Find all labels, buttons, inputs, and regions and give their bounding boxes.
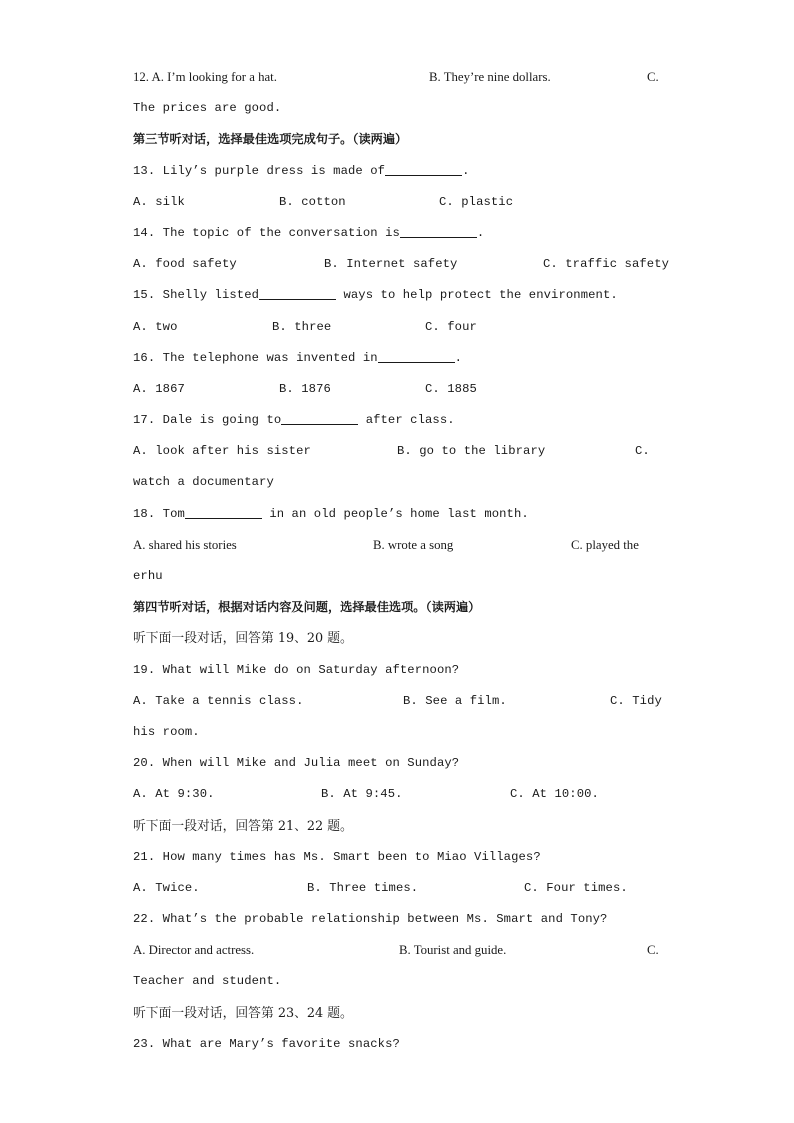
- question-17-options: [133, 436, 663, 467]
- question-13-stem: [133, 156, 663, 187]
- q18-option-c-continued: erhu: [133, 569, 163, 583]
- question-18-options: [133, 530, 663, 561]
- q15-option-b[interactable]: B. three: [272, 319, 332, 334]
- question-21-options: [133, 873, 663, 904]
- question-12-options: [133, 62, 663, 93]
- question-20-options: [133, 779, 663, 810]
- q14-answer-blank: [400, 223, 477, 238]
- question-16-stem: [133, 343, 663, 374]
- q17-stem-end: after class.: [358, 413, 455, 428]
- question-21-stem: 21. How many times has Ms. Smart been to Miao Villages?: [133, 849, 541, 864]
- q15-option-a[interactable]: A. two: [133, 319, 178, 334]
- dialog-1-intro: 听下面一段对话，回答第 19、20 题。: [133, 631, 353, 647]
- q18-option-b[interactable]: B. wrote a song: [373, 537, 454, 552]
- question-22-stem: 22. What’s the probable relationship between Ms. Smart and Tony?: [133, 912, 608, 927]
- q13-option-c[interactable]: C. plastic: [439, 194, 514, 209]
- q20-option-c[interactable]: C. At 10:00.: [510, 787, 599, 802]
- q18-stem-end: in an old people’s home last month.: [261, 506, 529, 521]
- q16-option-c[interactable]: C. 1885: [425, 381, 477, 396]
- q12-option-a[interactable]: 12. A. I’m looking for a hat.: [133, 70, 277, 84]
- q21-option-b[interactable]: B. Three times.: [307, 880, 419, 895]
- q16-stem-text: 16. The telephone was invented in: [133, 350, 378, 365]
- q19-option-c-continued: his room.: [133, 724, 200, 739]
- q17-option-c-continued: watch a documentary: [133, 475, 274, 490]
- q22-option-c-continued: Teacher and student.: [133, 974, 282, 989]
- question-18-stem: [133, 499, 663, 530]
- q16-option-b[interactable]: B. 1876: [279, 381, 331, 396]
- question-19-options: [133, 686, 663, 717]
- q13-option-b[interactable]: B. cotton: [279, 194, 346, 209]
- q20-option-a[interactable]: A. At 9:30.: [133, 787, 215, 802]
- question-14-options: [133, 249, 670, 280]
- q12-option-b[interactable]: B. They’re nine dollars.: [429, 70, 551, 84]
- q18-option-c[interactable]: C. played the: [571, 537, 639, 552]
- q12-option-c-continued: The prices are good.: [133, 101, 282, 116]
- q14-option-b[interactable]: B. Internet safety: [324, 257, 458, 272]
- exam-page: [133, 62, 670, 1060]
- question-19-stem: 19. What will Mike do on Saturday afternoon?: [133, 662, 460, 677]
- q13-option-a[interactable]: A. silk: [133, 194, 185, 209]
- q17-option-b[interactable]: B. go to the library: [397, 444, 546, 459]
- q12-option-c[interactable]: C.: [647, 70, 659, 84]
- q21-option-c[interactable]: C. Four times.: [524, 880, 628, 895]
- question-16-options: [133, 374, 663, 405]
- q22-option-b[interactable]: B. Tourist and guide.: [399, 943, 507, 958]
- q15-stem-text: 15. Shelly listed: [133, 288, 260, 303]
- question-15-options: [133, 312, 663, 343]
- q22-option-c[interactable]: C.: [647, 943, 659, 958]
- q22-option-a[interactable]: A. Director and actress.: [133, 943, 255, 958]
- q17-option-c[interactable]: C.: [635, 444, 650, 459]
- q19-option-b[interactable]: B. See a film.: [403, 693, 507, 708]
- q18-stem-text: 18. Tom: [133, 506, 185, 521]
- dialog-3-intro: 听下面一段对话，回答第 23、24 题。: [133, 1005, 353, 1021]
- section-4-heading: 第四节听对话，根据对话内容及问题，选择最佳选项。（读两遍）: [133, 600, 481, 615]
- q16-option-a[interactable]: A. 1867: [133, 381, 185, 396]
- q21-option-a[interactable]: A. Twice.: [133, 880, 200, 895]
- question-14-stem: [133, 218, 663, 249]
- q18-answer-blank: [185, 504, 262, 519]
- q17-stem-text: 17. Dale is going to: [133, 413, 282, 428]
- q14-option-a[interactable]: A. food safety: [133, 257, 237, 272]
- q20-option-b[interactable]: B. At 9:45.: [321, 787, 403, 802]
- q17-answer-blank: [281, 410, 358, 425]
- q14-option-c[interactable]: C. traffic safety: [543, 257, 670, 272]
- q13-stem-end: .: [462, 163, 470, 178]
- q19-option-a[interactable]: A. Take a tennis class.: [133, 693, 304, 708]
- q13-answer-blank: [385, 161, 462, 176]
- q18-option-a[interactable]: A. shared his stories: [133, 537, 237, 552]
- q16-answer-blank: [378, 348, 455, 363]
- q19-option-c[interactable]: C. Tidy: [610, 693, 662, 708]
- q14-stem-text: 14. The topic of the conversation is: [133, 225, 400, 240]
- dialog-2-intro: 听下面一段对话，回答第 21、22 题。: [133, 818, 353, 834]
- q15-stem-end: ways to help protect the environment.: [336, 288, 618, 303]
- q13-stem-text: 13. Lily’s purple dress is made of: [133, 163, 386, 178]
- q17-option-a[interactable]: A. look after his sister: [133, 444, 311, 459]
- question-23-stem: 23. What are Mary’s favorite snacks?: [133, 1036, 400, 1051]
- question-22-options: [133, 935, 663, 966]
- q15-answer-blank: [259, 285, 336, 300]
- q14-stem-end: .: [476, 225, 485, 240]
- q16-stem-end: .: [454, 350, 463, 365]
- question-20-stem: 20. When will Mike and Julia meet on Sunday?: [133, 756, 460, 771]
- section-3-heading: 第三节听对话，选择最佳选项完成句子。（读两遍）: [133, 132, 408, 147]
- question-17-stem: [133, 405, 663, 436]
- question-13-options: [133, 187, 663, 218]
- q15-option-c[interactable]: C. four: [425, 319, 477, 334]
- question-15-stem: [133, 280, 663, 311]
